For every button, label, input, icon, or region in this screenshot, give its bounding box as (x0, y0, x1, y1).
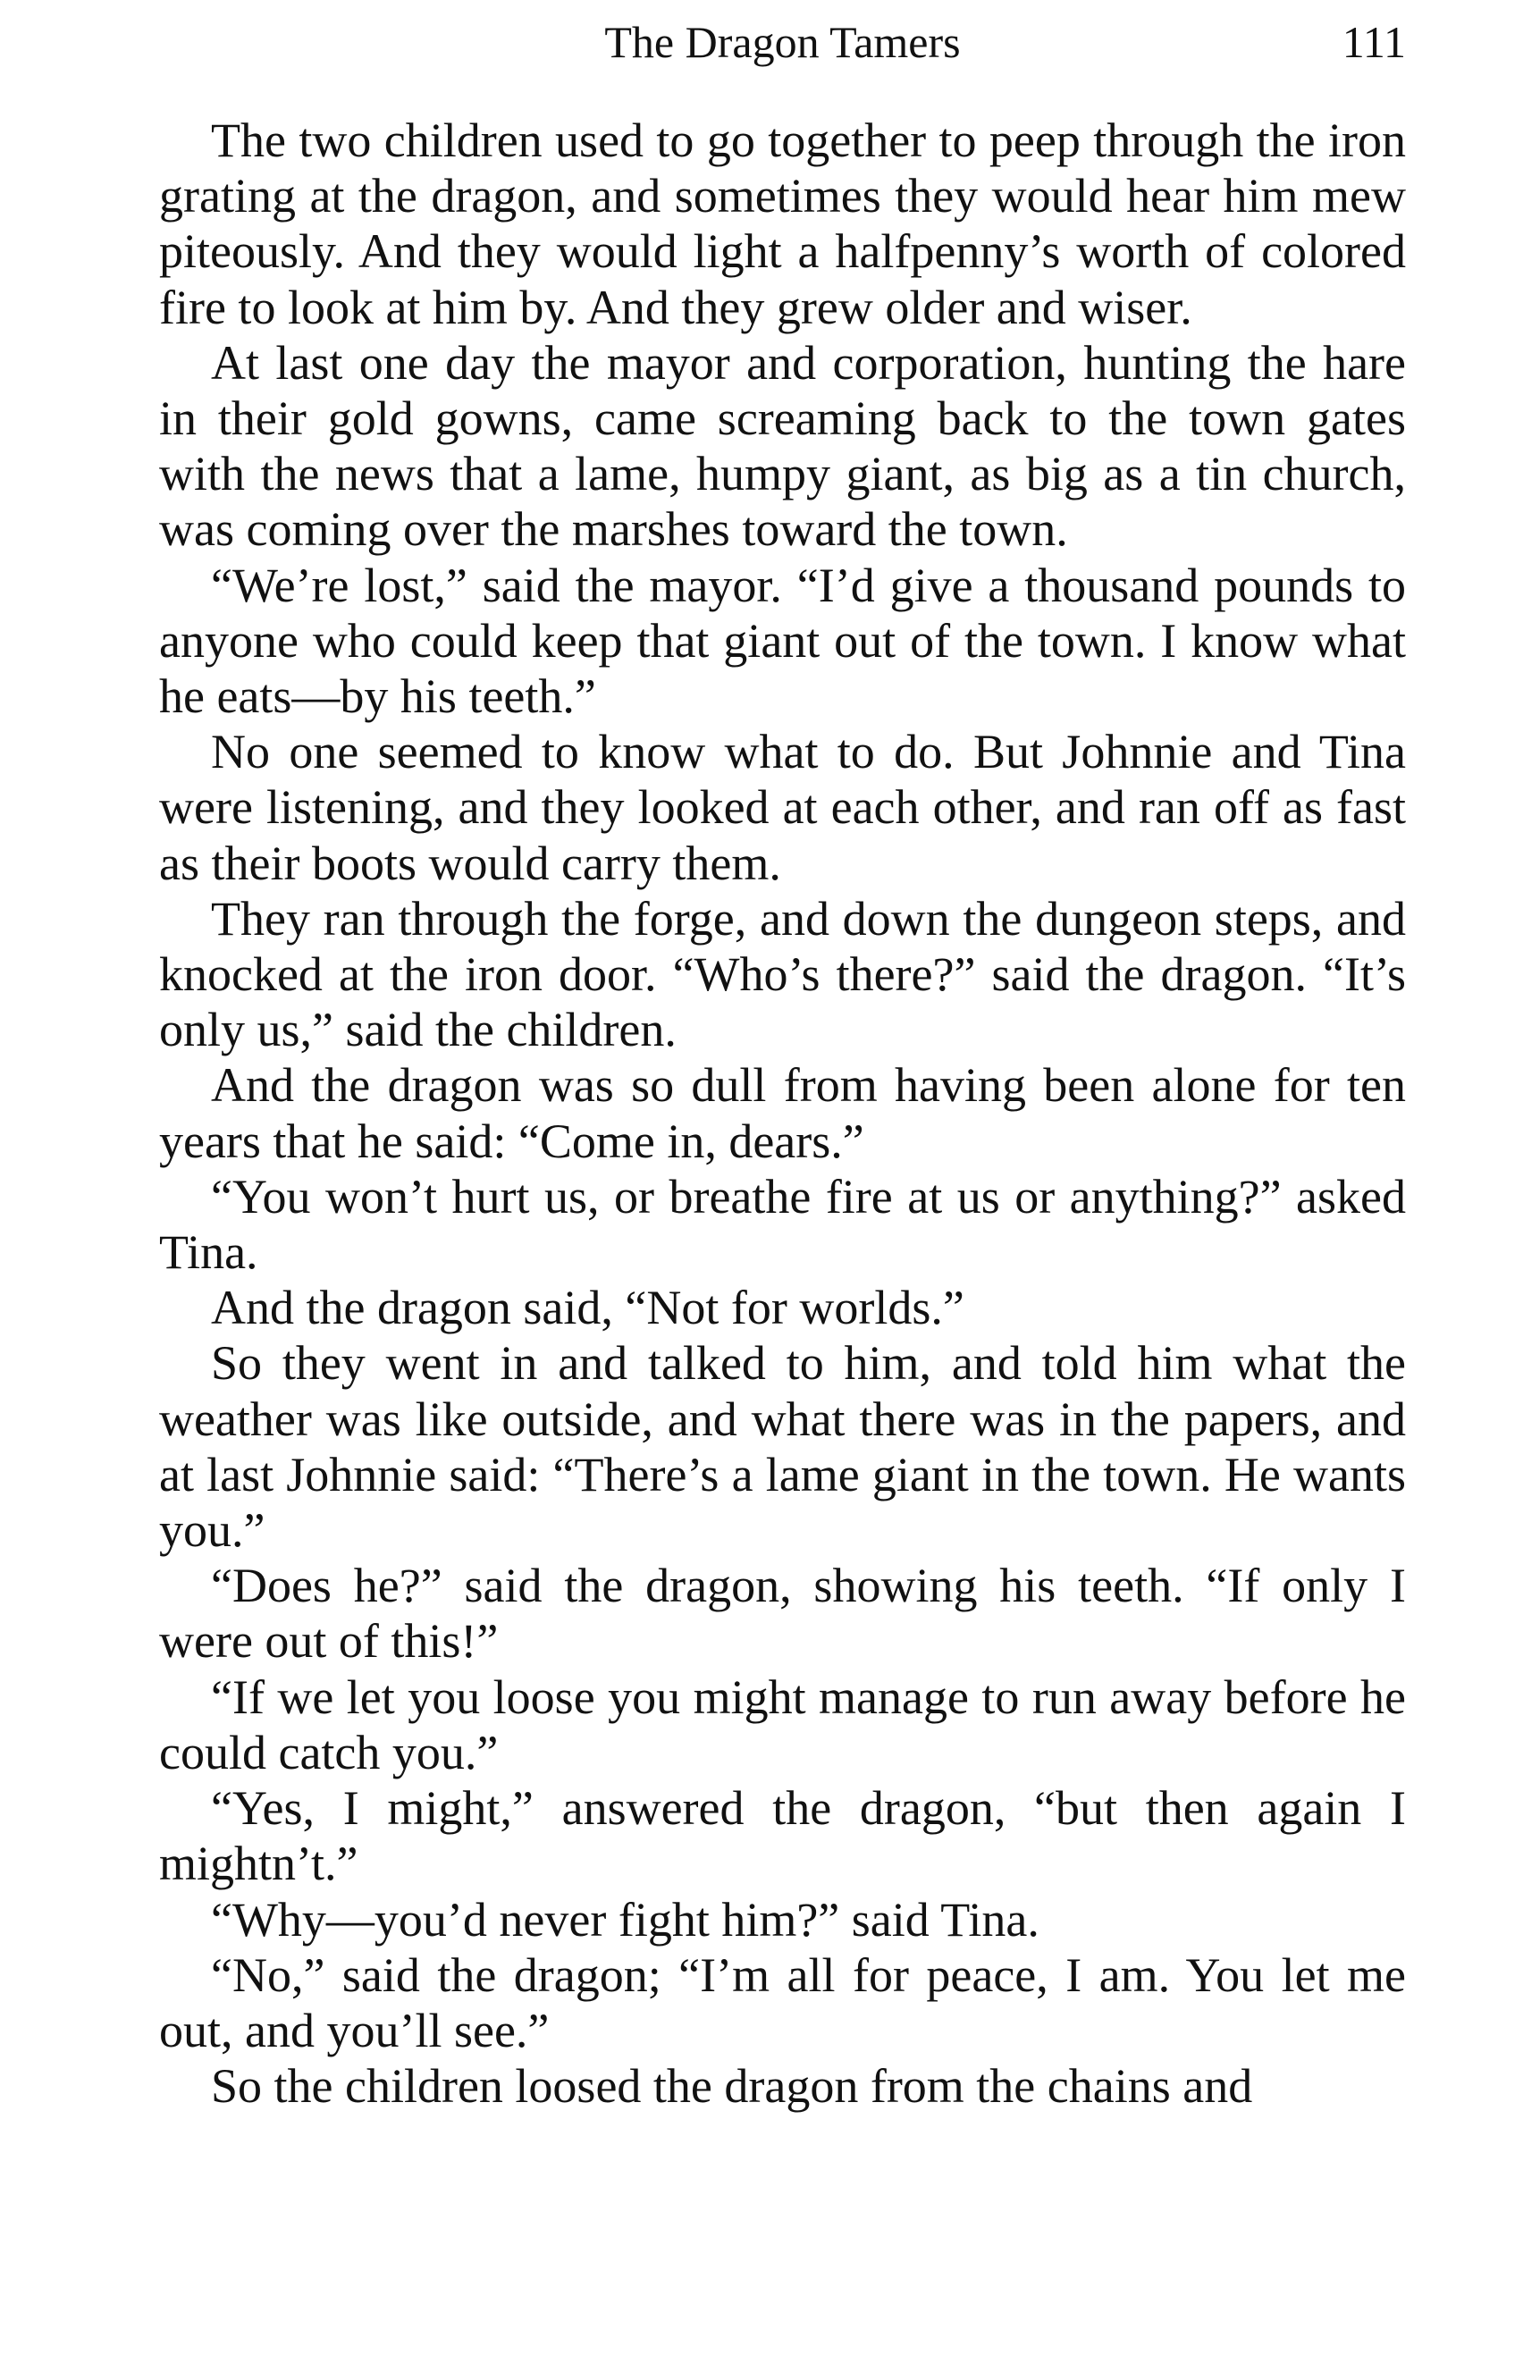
paragraph: “No,” said the dragon; “I’m all for peace, I am. You let me out, and you’ll see.” (159, 1947, 1406, 2057)
paragraph: No one seemed to know what to do. But Johnnie and Tina were listening, and they looked at each other, and ran off as fast as their boots would carry them. (159, 725, 1406, 890)
paragraph: So the children loosed the dragon from the chains and (211, 2059, 1253, 2114)
paragraph: The two children used to go together to peep through the iron grating at the dragon, and sometimes they would hear him mew piteously. And they would light a halfpenny’s worth of colored fire to look at him by. And they grew older and wiser. (159, 114, 1406, 334)
paragraph: “If we let you loose you might manage to run away before he could catch you.” (159, 1669, 1406, 1779)
running-title: The Dragon Tamers (604, 17, 961, 67)
paragraph: “Yes, I might,” answered the dragon, “but then again I mightn’t.” (159, 1781, 1406, 1891)
paragraph: “Does he?” said the dragon, showing his teeth. “If only I were out of this!” (159, 1559, 1406, 1669)
paragraph: “You won’t hurt us, or breathe fire at us or anything?” asked Tina. (159, 1169, 1406, 1280)
paragraph: “Why—you’d never fight him?” said Tina. (211, 1892, 1039, 1947)
paragraph: They ran through the forge, and down the dungeon steps, and knocked at the iron door. “Who’s there?” said the dragon. “It’s only us,” said the children. (159, 891, 1406, 1057)
paragraph: So they went in and talked to him, and told him what the weather was like outside, and what there was in the papers, and at last Johnnie said: “There’s a lame giant in the town. He wants you.” (159, 1336, 1406, 1558)
running-header (159, 11, 1406, 73)
paragraph: And the dragon said, “Not for worlds.” (211, 1281, 964, 1335)
body-text (159, 113, 1406, 2114)
paragraph: And the dragon was so dull from having been alone for ten years that he said: “Come in, dears.” (159, 1058, 1406, 1168)
paragraph: At last one day the mayor and corporation, hunting the hare in their gold gowns, came screaming back to the town gates with the news that a lame, humpy giant, as big as a tin church, was coming over the marshes toward the town. (159, 335, 1406, 557)
page-number: 111 (1342, 17, 1406, 67)
paragraph: “We’re lost,” said the mayor. “I’d give a thousand pounds to anyone who could keep that giant out of the town. I know what he eats—by his teeth.” (159, 558, 1406, 724)
